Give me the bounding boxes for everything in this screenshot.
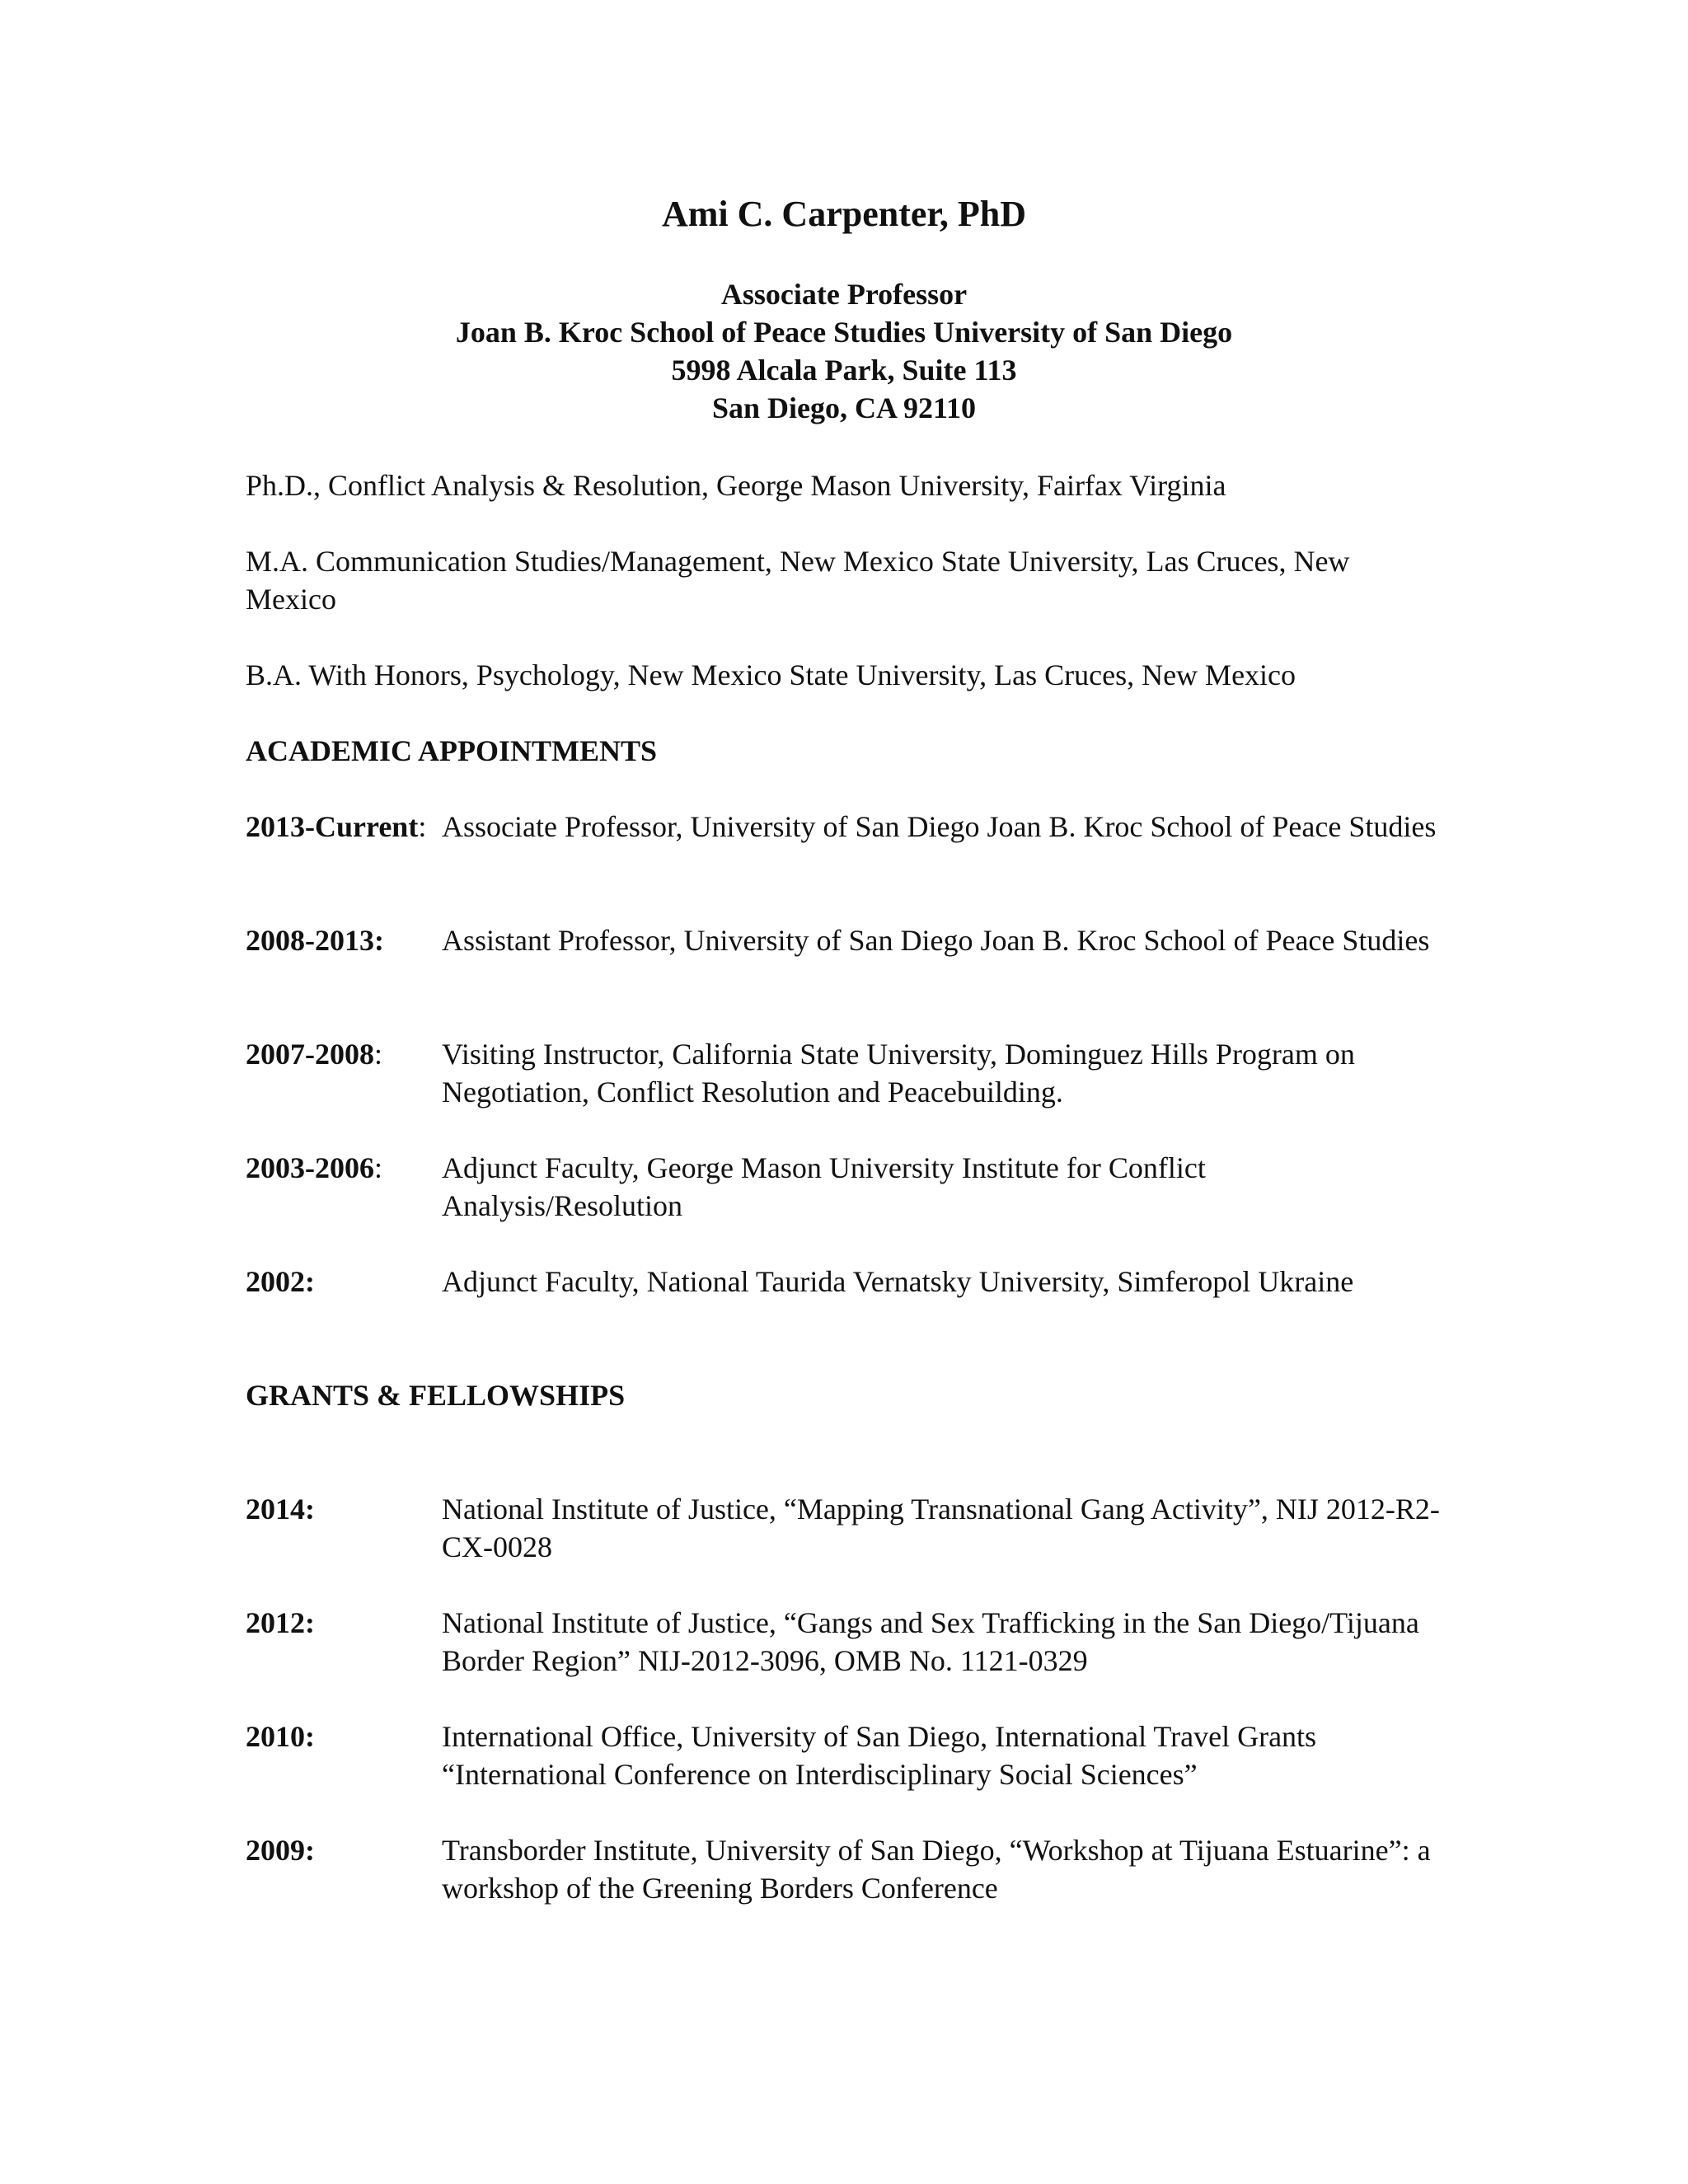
appointment-year: 2008-2013:: [246, 924, 384, 957]
grant-year: 2009:: [246, 1834, 315, 1867]
appointment-year: 2003-2006:: [246, 1151, 383, 1184]
contact-block: [246, 275, 1442, 427]
appointment-description: Visiting Instructor, California State University, Dominguez Hills Program on Negotiation, Conflict Resolution and Peacebuilding.: [442, 1038, 1355, 1108]
grant-description: Transborder Institute, University of San Diego, “Workshop at Tijuana Estuarine”: a workshop of the Greening Borders Conference: [442, 1834, 1431, 1905]
grant-entry: [246, 1604, 1442, 1680]
grant-year: 2014:: [246, 1493, 315, 1526]
grant-description: National Institute of Justice, “Gangs and Sex Trafficking in the San Diego/Tijuana Border Region” NIJ-2012-3096, OMB No. 1121-0329: [442, 1606, 1419, 1677]
job-title: Associate Professor: [720, 278, 968, 311]
address-line-2: San Diego, CA 92110: [711, 391, 977, 424]
grant-description: International Office, University of San Diego, International Travel Grants “International Conference on Interdisciplinary Social Sciences”: [442, 1720, 1317, 1791]
appointment-description: Adjunct Faculty, George Mason University Institute for Conflict Analysis/Resolution: [442, 1151, 1206, 1222]
appointment-entry: [246, 1149, 1442, 1225]
appointment-entry: [246, 808, 1442, 846]
appointment-entry: [246, 1035, 1442, 1111]
education-phd: Ph.D., Conflict Analysis & Resolution, George Mason University, Fairfax Virginia: [246, 469, 1226, 502]
grant-entry: [246, 1490, 1442, 1566]
grant-entry: [246, 1718, 1442, 1793]
cv-name: Ami C. Carpenter, PhD: [662, 194, 1026, 234]
appointment-year: 2002:: [246, 1265, 315, 1298]
grant-description: National Institute of Justice, “Mapping Transnational Gang Activity”, NIJ 2012-R2-CX-0028: [442, 1493, 1440, 1563]
appointment-entry: [246, 1263, 1442, 1301]
grant-year: 2010:: [246, 1720, 315, 1753]
appointment-entry: [246, 921, 1442, 959]
appointment-description: Associate Professor, University of San Diego Joan B. Kroc School of Peace Studies: [442, 810, 1437, 843]
appointment-description: Assistant Professor, University of San Diego Joan B. Kroc School of Peace Studies: [442, 924, 1430, 957]
school-name: Joan B. Kroc School of Peace Studies University of San Diego: [455, 316, 1233, 349]
address-line-1: 5998 Alcala Park, Suite 113: [671, 354, 1017, 387]
appointment-year: 2007-2008:: [246, 1038, 383, 1071]
education-ba: B.A. With Honors, Psychology, New Mexico State University, Las Cruces, New Mexico: [246, 658, 1296, 691]
education-ma: M.A. Communication Studies/Management, New Mexico State University, Las Cruces, New Mexico: [246, 545, 1350, 616]
grant-entry: [246, 1831, 1442, 1907]
grants-heading: GRANTS & FELLOWSHIPS: [246, 1379, 626, 1412]
appointment-year: 2013-Current:: [246, 810, 427, 843]
appointments-heading: ACADEMIC APPOINTMENTS: [246, 734, 658, 767]
grant-year: 2012:: [246, 1606, 315, 1639]
appointment-description: Adjunct Faculty, National Taurida Vernatsky University, Simferopol Ukraine: [442, 1265, 1354, 1298]
